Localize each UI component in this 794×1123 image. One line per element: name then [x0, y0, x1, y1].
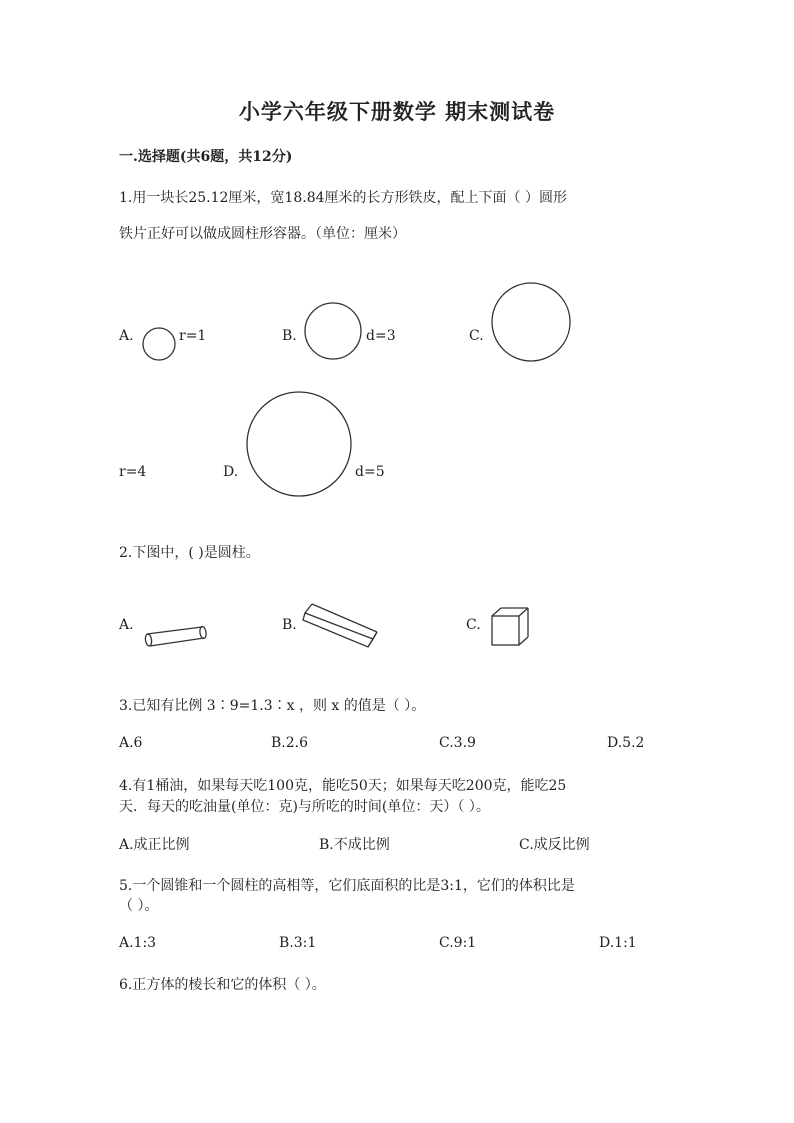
q1-option-b-label[interactable]: B.: [282, 328, 297, 344]
cube-figure: [492, 608, 528, 645]
section-heading: 一.选择题(共6题，共12分): [119, 149, 293, 165]
q2-option-c-label[interactable]: C.: [466, 617, 481, 633]
q5-option-d[interactable]: D.1:1: [599, 935, 637, 951]
q1-option-c-note: r=4: [119, 464, 147, 480]
q1-option-d-note: d=5: [355, 464, 385, 480]
q4-option-c[interactable]: C.成反比例: [519, 837, 590, 853]
q2-option-b-label[interactable]: B.: [282, 617, 297, 633]
q3-option-a[interactable]: A.6: [119, 735, 143, 751]
question-6-text: 6.正方体的棱长和它的体积（ ）。: [119, 977, 326, 993]
question-4-line-2: 天．每天的吃油量(单位：克)与所吃的时间(单位：天）（ ）。: [119, 799, 490, 815]
q3-option-b[interactable]: B.2.6: [271, 735, 309, 751]
q2-option-a-label[interactable]: A.: [119, 617, 134, 633]
question-3-text: 3.已知有比例 3∶9=1.3∶x ，则 x 的值是（ ）。: [119, 698, 426, 714]
question-2-text: 2.下图中，( )是圆柱。: [119, 545, 260, 561]
q1-option-a-label[interactable]: A.: [119, 328, 134, 344]
circle-option-a-figure: [143, 328, 175, 360]
question-4-line-1: 4.有1桶油，如果每天吃100克，能吃50天；如果每天吃200克，能吃25: [119, 778, 567, 794]
triangular-prism-figure: [303, 604, 377, 647]
question-1-line-2: 铁片正好可以做成圆柱形容器。（单位：厘米）: [119, 226, 406, 242]
question-5-line-1: 5.一个圆锥和一个圆柱的高相等，它们底面积的比是3:1，它们的体积比是: [119, 878, 575, 894]
q4-option-b[interactable]: B.不成比例: [319, 837, 390, 853]
q5-option-a[interactable]: A.1:3: [119, 935, 157, 951]
q3-option-c[interactable]: C.3.9: [439, 735, 476, 751]
circle-option-c-figure: [492, 283, 570, 361]
question-1-line-1: 1.用一块长25.12厘米，宽18.84厘米的长方形铁皮，配上下面（ ）圆形: [119, 190, 567, 206]
q4-option-a[interactable]: A.成正比例: [119, 837, 190, 853]
cylinder-rod-figure: [145, 626, 207, 646]
q1-option-c-label[interactable]: C.: [469, 328, 484, 344]
circle-option-d-figure: [247, 392, 351, 496]
q1-option-a-note: r=1: [179, 328, 207, 344]
q1-option-d-label[interactable]: D.: [223, 464, 239, 480]
question-5-line-2: （ ）。: [119, 898, 159, 914]
q3-option-d[interactable]: D.5.2: [607, 735, 645, 751]
q5-option-b[interactable]: B.3:1: [279, 935, 317, 951]
q5-option-c[interactable]: C.9:1: [439, 935, 477, 951]
page-title: 小学六年级下册数学 期末测试卷: [238, 99, 556, 124]
q1-option-b-note: d=3: [366, 328, 396, 344]
circle-option-b-figure: [305, 303, 361, 359]
